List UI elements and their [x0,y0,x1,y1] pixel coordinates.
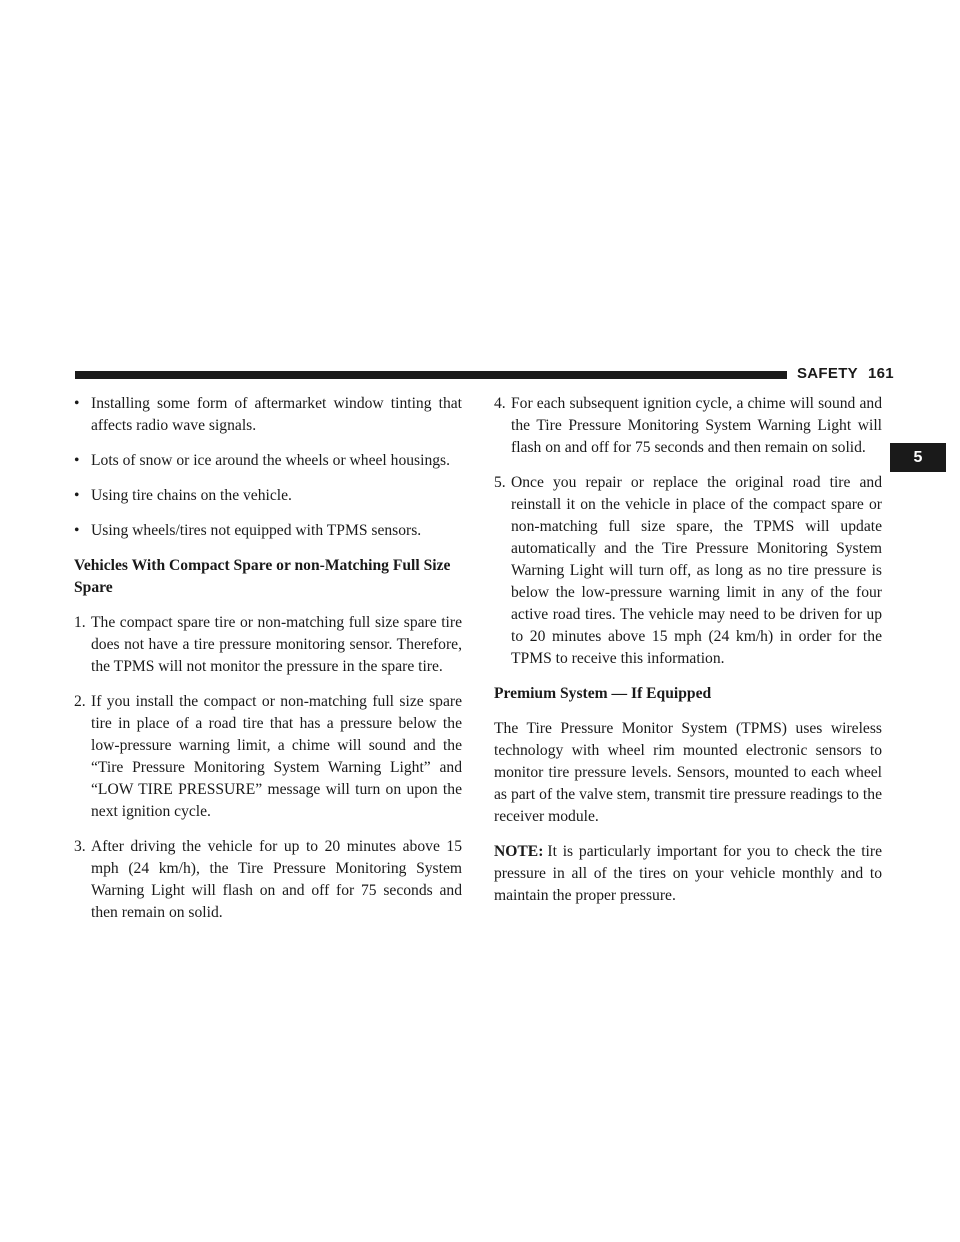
bullet-icon: • [74,487,80,504]
page-number: 161 [867,365,894,382]
step-number: 2. [74,693,86,710]
bullet-text: Using wheels/tires not equipped with TPMS sensors. [91,522,422,539]
numbered-step [494,393,882,459]
note-text: It is particularly important for you to check the tire pressure in all of the tires on your vehicle monthly and to maintain the proper pressure. [494,843,882,904]
step-text: For each subsequent ignition cycle, a chime will sound and the Tire Pressure Monitoring System Warning Light will flash on and off for 75 seconds and then remain on solid. [511,395,882,456]
step-number: 1. [74,614,86,631]
note-label: NOTE: [494,843,544,860]
running-header [797,365,894,382]
section-title: SAFETY [797,365,858,382]
note-paragraph [494,841,882,907]
bullet-icon: • [74,395,80,412]
step-text: If you install the compact or non-matching full size spare tire in place of a road tire that has a pressure below the low-pressure warning limit, a chime will sound and the “Tire Pressure Monitoring System Warning Light” and “LOW TIRE PRESSURE” message will turn on upon the next ignition cycle. [91,693,462,820]
bullet-item [74,450,462,472]
left-column [74,393,462,937]
right-column [494,393,882,920]
bullet-item [74,485,462,507]
numbered-step [494,472,882,670]
bullet-icon: • [74,452,80,469]
header-rule [75,371,787,379]
section-heading: Vehicles With Compact Spare or non-Matching Full Size Spare [74,557,451,596]
body-paragraph: The Tire Pressure Monitor System (TPMS) uses wireless technology with wheel rim mounted electronic sensors to monitor tire pressure levels. Sensors, mounted to each wheel as part of the valve stem, transmit tire pressure readings to the receiver module. [494,720,882,825]
section-heading: Premium System — If Equipped [494,685,712,702]
numbered-step [74,612,462,678]
bullet-item [74,520,462,542]
step-text: After driving the vehicle for up to 20 minutes above 15 mph (24 km/h), the Tire Pressure Monitoring System Warning Light will flash on and off for 75 seconds and then remain on solid. [91,838,462,921]
step-number: 3. [74,838,86,855]
bullet-text: Installing some form of aftermarket window tinting that affects radio wave signals. [91,395,462,434]
bullet-icon: • [74,522,80,539]
step-text: Once you repair or replace the original road tire and reinstall it on the vehicle in place of the compact spare or non-matching full size spare, the TPMS will update automatically and the Tire Pressure Monitoring System Warning Light will turn off, as long as no tire pressure is below the low-pressure warning limit in any of the four active road tires. The vehicle may need to be driven for up to 20 minutes above 15 mph (24 km/h) in order for the TPMS to receive this information. [511,474,882,667]
bullet-text: Using tire chains on the vehicle. [91,487,292,504]
bullet-item [74,393,462,437]
numbered-step [74,691,462,823]
numbered-step [74,836,462,924]
step-number: 5. [494,474,506,491]
step-number: 4. [494,395,506,412]
chapter-tab: 5 [890,443,946,472]
bullet-text: Lots of snow or ice around the wheels or wheel housings. [91,452,451,469]
step-text: The compact spare tire or non-matching full size spare tire does not have a tire pressure monitoring sensor. Therefore, the TPMS will not monitor the pressure in the spare tire. [91,614,462,675]
